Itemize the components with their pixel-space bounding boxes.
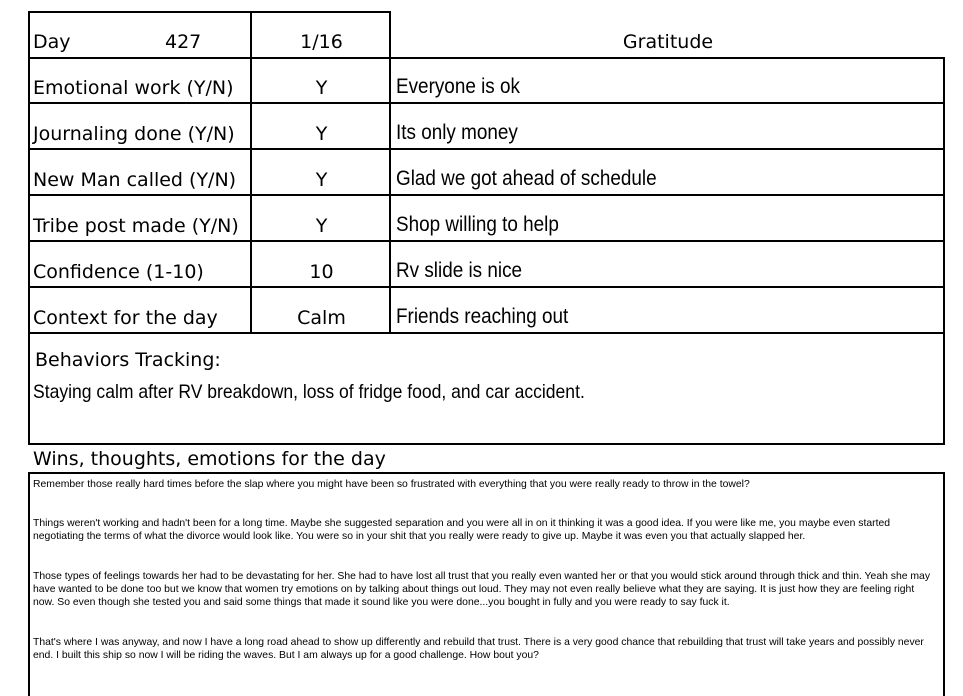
row-divider — [28, 194, 945, 196]
row-label-journaling: Journaling done (Y/N) — [33, 123, 235, 145]
wins-title: Wins, thoughts, emotions for the day — [33, 448, 386, 470]
row-label-emotional-work: Emotional work (Y/N) — [33, 77, 234, 99]
gratitude-item: Rv slide is nice — [396, 259, 523, 282]
row-label-confidence: Confidence (1-10) — [33, 261, 204, 283]
day-number: 427 — [165, 31, 202, 53]
gratitude-item: Glad we got ahead of schedule — [396, 167, 657, 190]
behaviors-title: Behaviors Tracking: — [35, 349, 221, 371]
row-value-tribe-post: Y — [315, 215, 328, 237]
gratitude-title: Gratitude — [622, 31, 714, 53]
row-divider — [28, 102, 945, 104]
row-value-context: Calm — [297, 307, 346, 329]
row-divider — [28, 148, 945, 150]
row-value-confidence: 10 — [309, 261, 334, 283]
row-value-journaling: Y — [315, 123, 328, 145]
row-label-tribe-post: Tribe post made (Y/N) — [33, 215, 239, 237]
day-label: Day — [33, 31, 71, 53]
wins-paragraph: Those types of feelings towards her had to be devastating for her. She had to have lost all trust that you really even wanted her or that you would stick around through thick and thin. Yeah she may have wanted to be done too but we know that women try emotions on by talking about things out loud. They may not even really believe what they are saying. It is just how they are feeling right now. So even though she tested you and said some things that made it sound like you were done...you bought in fully and you were ready to say fuck it. — [33, 571, 931, 608]
row-divider — [28, 286, 945, 288]
row-divider — [28, 240, 945, 242]
row-label-context: Context for the day — [33, 307, 218, 329]
row-label-new-man-called: New Man called (Y/N) — [33, 169, 237, 191]
gratitude-item: Everyone is ok — [396, 75, 520, 98]
gratitude-item: Friends reaching out — [396, 305, 569, 328]
gratitude-item: Shop willing to help — [396, 213, 559, 236]
row-divider — [28, 332, 945, 334]
row-value-new-man-called: Y — [315, 169, 328, 191]
gratitude-item: Its only money — [396, 121, 518, 144]
behaviors-text: Staying calm after RV breakdown, loss of fridge food, and car accident. — [33, 381, 585, 403]
wins-paragraph: Remember those really hard times before the slap where you might have been so frustrated with everything that you were really ready to throw in the towel? — [33, 479, 750, 490]
wins-paragraph: That's where I was anyway, and now I have a long road ahead to show up differently and rebuild that trust. There is a very good chance that rebuilding that trust will take years and possibly never end. I built this ship so now I will be riding the waves. But I am always up for a good challenge. How bout you? — [33, 637, 924, 661]
date-value: 1/16 — [300, 31, 343, 53]
wins-paragraph: Things weren't working and hadn't been for a long time. Maybe she suggested separation and you were all in on it thinking it was a good idea. If you were like me, you maybe even started negotiating the terms of what the divorce would look like. You were so in your shit that you really were ready to give up. Maybe it was even you that actually slapped her. — [33, 518, 891, 542]
row-value-emotional-work: Y — [315, 77, 328, 99]
